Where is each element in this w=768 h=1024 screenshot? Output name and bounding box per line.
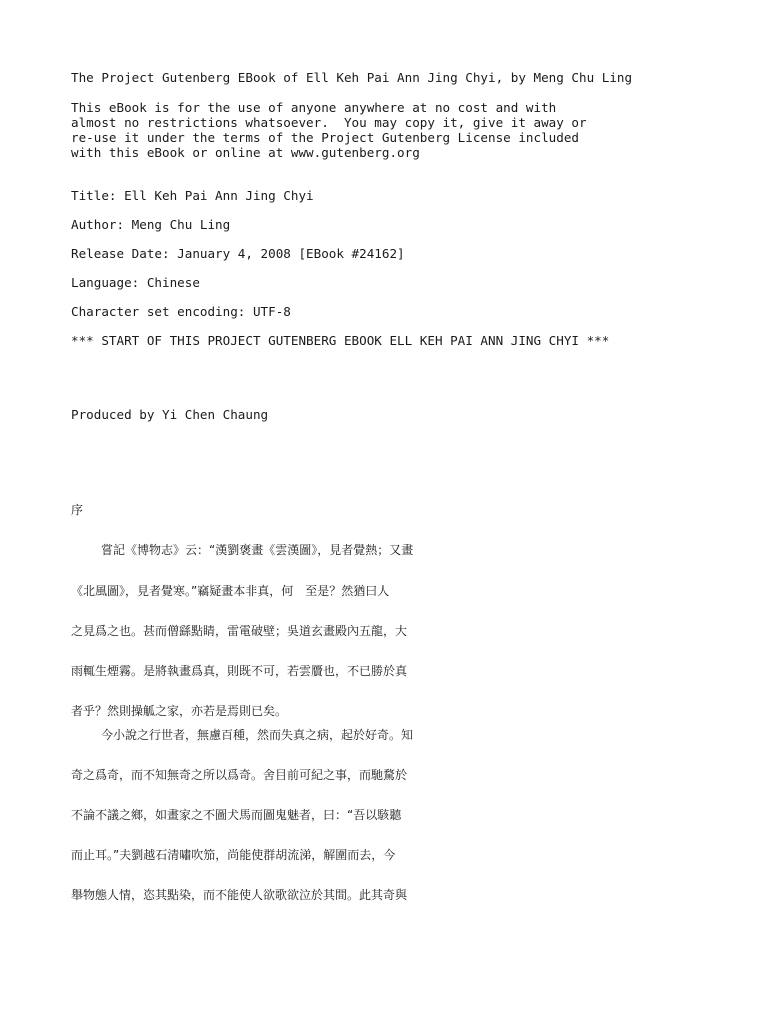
preface-line-10: 舉物態人情，恣其點染，而不能使人欲歌欲泣於其間。此其奇與 <box>71 888 408 902</box>
meta-release-date: Release Date: January 4, 2008 [EBook #24162] <box>71 246 405 261</box>
preface-line-2: 《北風圖》，見者覺寒。”竊疑畫本非真，何 至是？然猶曰人 <box>71 584 390 598</box>
license-line-3: re-use it under the terms of the Project Gutenberg License included <box>71 130 579 145</box>
preface-heading: 序 <box>71 503 84 517</box>
meta-author: Author: Meng Chu Ling <box>71 217 231 232</box>
preface-line-1: 嘗記《博物志》云：“漢劉褒畫《雲漢圖》，見者覺熱；又畫 <box>101 543 414 557</box>
meta-encoding: Character set encoding: UTF-8 <box>71 304 291 319</box>
license-line-2: almost no restrictions whatsoever. You may copy it, give it away or <box>71 115 587 130</box>
preface-line-3: 之見爲之也。甚而僧繇點睛，雷電破壁；吳道玄畫殿內五龍，大 <box>71 624 408 638</box>
start-marker: *** START OF THIS PROJECT GUTENBERG EBOOK ELL KEH PAI ANN JING CHYI *** <box>71 333 610 348</box>
preface-line-7: 奇之爲奇，而不知無奇之所以爲奇。舍目前可紀之事，而馳騖於 <box>71 768 408 782</box>
license-line-1: This eBook is for the use of anyone anywhere at no cost and with <box>71 100 557 115</box>
preface-line-8: 不論不議之鄉，如畫家之不圖犬馬而圖鬼魅者，曰：“吾以駭聽 <box>71 808 402 822</box>
preface-line-6: 今小說之行世者，無慮百種，然而失真之病，起於好奇。知 <box>101 728 414 742</box>
produced-by: Produced by Yi Chen Chaung <box>71 407 269 422</box>
preface-line-9: 而止耳。”夫劉越石清嘯吹笳，尚能使群胡流涕，解圍而去，今 <box>71 848 396 862</box>
meta-title: Title: Ell Keh Pai Ann Jing Chyi <box>71 188 314 203</box>
ebook-title-line: The Project Gutenberg EBook of Ell Keh Pai Ann Jing Chyi, by Meng Chu Ling <box>71 70 633 85</box>
meta-language: Language: Chinese <box>71 275 200 290</box>
license-line-4: with this eBook or online at www.gutenberg.org <box>71 145 420 160</box>
preface-line-4: 雨輒生煙霧。是將執畫爲真，則既不可，若雲贗也，不已勝於真 <box>71 664 408 678</box>
preface-line-5: 者乎？然則操觚之家，亦若是焉則已矣。 <box>71 704 288 718</box>
